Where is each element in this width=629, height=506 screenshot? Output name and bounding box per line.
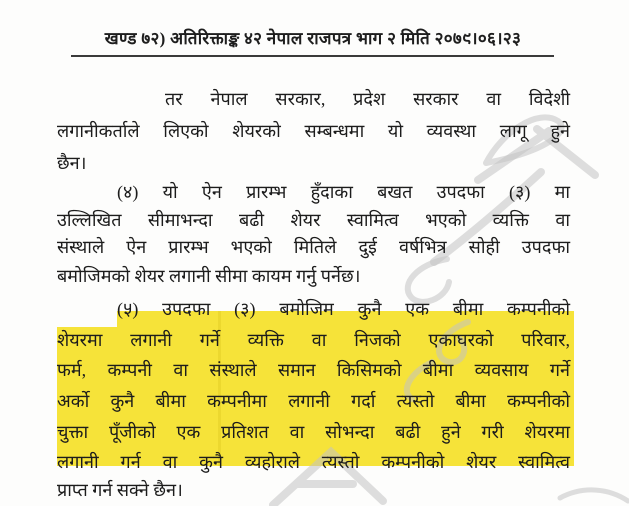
document-line: प्राप्त गर्न सक्ने छैन। — [57, 480, 183, 500]
document-line: उल्लिखित सीमाभन्दा बढी शेयर स्वामित्व भएको व्यक्ति वा — [57, 210, 570, 230]
document-line: (४) यो ऐन प्रारम्भ हुँदाका बखत उपदफा (३) मा — [117, 182, 570, 202]
document-line: लगानीकर्ताले लिएको शेयरको सम्बन्धमा यो व्यवस्था लागू हुने — [57, 121, 570, 141]
document-line: तर नेपाल सरकार, प्रदेश सरकार वा विदेशी — [165, 89, 570, 109]
header-rule — [71, 55, 554, 57]
document-line-highlighted: फर्म, कम्पनी वा संस्थाले समान किसिमको बीमा व्यवसाय गर्ने — [57, 360, 570, 380]
document-line-highlighted: चुक्ता पूँजीको एक प्रतिशत वा सोभन्दा बढी हुने गरी शेयरमा — [57, 422, 570, 442]
document-line: संस्थाले ऐन प्रारम्भ भएको मितिले दुई वर्षभित्र सोही उपदफा — [57, 237, 570, 257]
document-line-highlighted: अर्को कुनै बीमा कम्पनीमा लगानी गर्दा त्यस्तो बीमा कम्पनीको — [57, 391, 570, 411]
gazette-header-line: खण्ड ७२) अतिरिक्ताङ्क ४२ नेपाल राजपत्र भाग २ मिति २०७९।०६।२३ — [104, 29, 522, 48]
document-line-highlighted: शेयरमा लगानी गर्ने व्यक्ति वा निजको एकाघरको परिवार, — [57, 330, 570, 350]
document-line-highlighted: (५) उपदफा (३) बमोजिम कुनै एक बीमा कम्पनीको — [117, 299, 570, 319]
document-line: छैन। — [57, 153, 87, 173]
document-line-highlighted: लगानी गर्न वा कुनै व्यहोराले त्यस्तो कम्पनीको शेयर स्वामित्व — [57, 452, 570, 472]
document-line: बमोजिमको शेयर लगानी सीमा कायम गर्नु पर्नेछ। — [57, 266, 361, 286]
